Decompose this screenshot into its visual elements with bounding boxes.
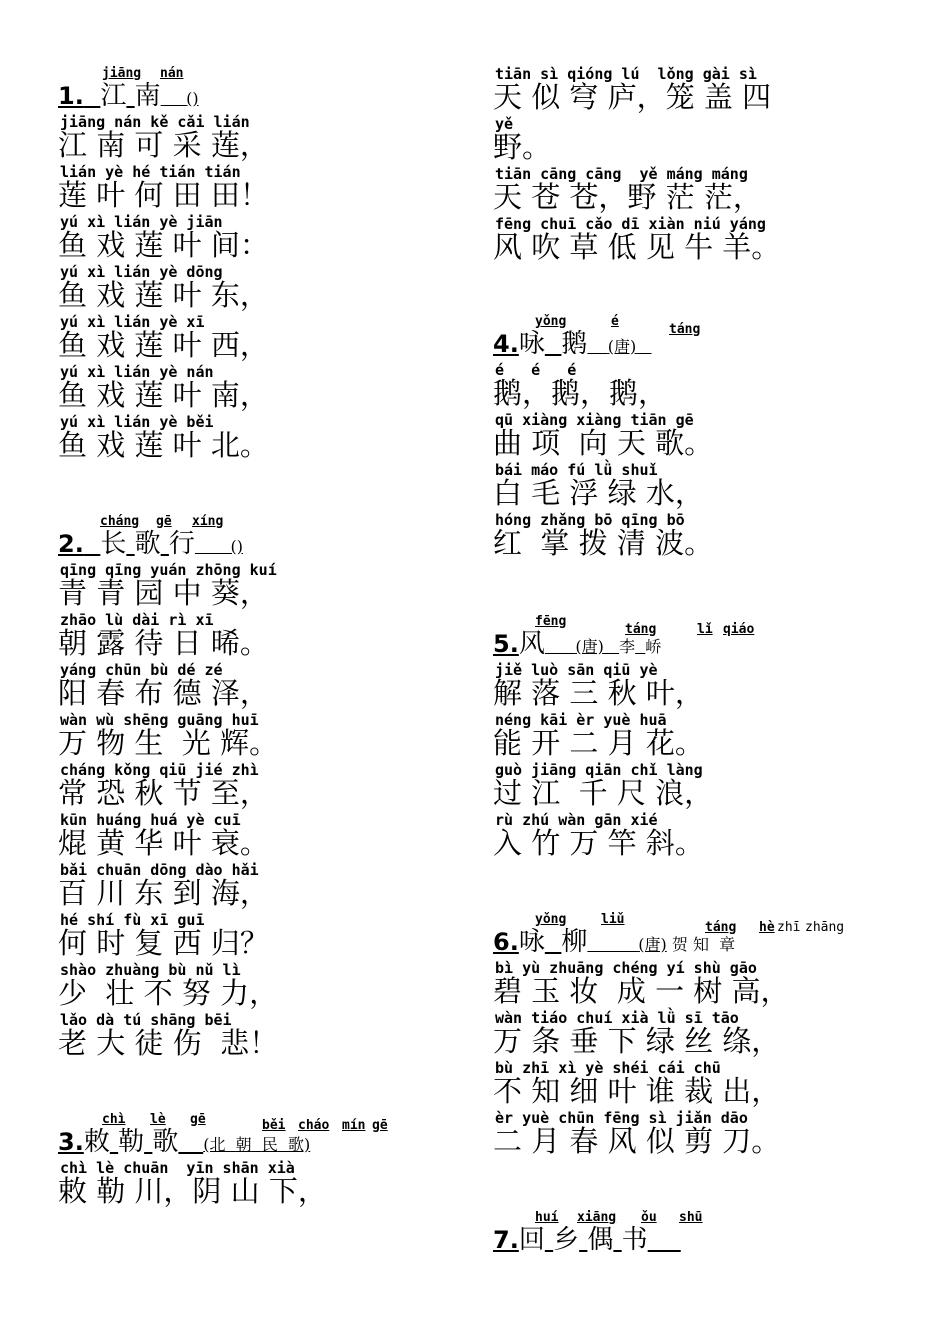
- title-dynasty: (唐): [575, 637, 604, 656]
- title-pinyin: táng: [625, 622, 657, 637]
- verse-pinyin: èr yuè chūn fēng sì jiǎn dāo: [495, 1109, 748, 1127]
- title-char: 歌: [134, 529, 161, 559]
- verse-text: 鱼 戏 莲 叶 北。: [58, 428, 269, 462]
- verse-text: 鱼 戏 莲 叶 东，: [58, 278, 269, 312]
- verse-text: 不 知 细 叶 谁 裁 出，: [493, 1074, 781, 1108]
- verse-text: 天 苍 苍，野 茫 茫，: [493, 180, 762, 214]
- verse-line: [493, 1010, 933, 1060]
- verse-pinyin: tiān cāng cāng yě máng máng: [495, 165, 748, 183]
- title-pinyin: ǒu: [641, 1210, 657, 1225]
- title-pinyin: cháo: [298, 1118, 330, 1133]
- verse-line: [493, 662, 933, 712]
- verse-text: 解 落 三 秋 叶，: [493, 676, 704, 710]
- verse-text: 风 吹 草 低 见 牛 羊。: [493, 230, 781, 264]
- title-pinyin: zhāng: [805, 920, 845, 935]
- title-dynasty: 朝: [235, 1135, 252, 1154]
- title-char: 长: [100, 529, 127, 559]
- verse-line: [493, 960, 933, 1010]
- author-char: 李: [619, 637, 636, 656]
- title-pinyin: lǐ: [697, 622, 713, 637]
- verse-pinyin: yú xì lián yè nán: [60, 363, 214, 381]
- verse-text: 能 开 二 月 花。: [493, 726, 704, 760]
- title-pinyin: yǒng: [535, 314, 567, 329]
- title-pinyin: cháng: [100, 514, 140, 529]
- verse-text: 何 时 复 西 归？: [58, 926, 269, 960]
- verse-text: 鹅，鹅，鹅，: [493, 376, 668, 410]
- title-dynasty: (): [186, 89, 199, 108]
- title-pinyin: é: [611, 314, 619, 329]
- poem-title: [58, 528, 243, 560]
- title-char: 书: [621, 1225, 648, 1255]
- title-dynasty: (唐): [638, 935, 667, 954]
- verse-text: 青 青 园 中 葵，: [58, 576, 269, 610]
- poem-title: [493, 926, 735, 958]
- verse-text: 阳 春 布 德 泽，: [58, 676, 269, 710]
- verse-pinyin: hóng zhǎng bō qīng bō: [495, 511, 685, 529]
- verse-text: 白 毛 浮 绿 水，: [493, 476, 704, 510]
- verse-pinyin: lǎo dà tú shāng bēi: [60, 1011, 232, 1029]
- verse-text: 鱼 戏 莲 叶 西，: [58, 328, 269, 362]
- poem-number: 5.: [493, 630, 519, 658]
- verse-pinyin: tiān sì qióng lú lǒng gài sì: [495, 65, 757, 83]
- title-char: 歌: [152, 1127, 179, 1157]
- verse-line: [493, 1110, 933, 1160]
- author-char: 章: [719, 935, 736, 954]
- title-pinyin: gē: [372, 1118, 388, 1133]
- verse-text: 常 恐 秋 节 至，: [58, 776, 269, 810]
- title-dynasty: (唐): [607, 337, 637, 356]
- verse-line: [58, 612, 478, 662]
- verse-pinyin: bù zhī xì yè shéi cái chū: [495, 1059, 721, 1077]
- verse-pinyin: bái máo fú lǜ shuǐ: [495, 461, 658, 479]
- title-pinyin: táng: [669, 322, 701, 337]
- poem-number: 6.: [493, 928, 519, 956]
- title-pinyin: xíng: [192, 514, 224, 529]
- verse-line: [58, 662, 478, 712]
- title-dynasty: (): [230, 537, 244, 556]
- poem-number: 3.: [58, 1128, 84, 1156]
- title-char: 勒: [118, 1127, 145, 1157]
- verse-text: 二 月 春 风 似 剪 刀。: [493, 1124, 781, 1158]
- verse-line: [58, 314, 478, 364]
- verse-line: [493, 762, 933, 812]
- verse-pinyin: lián yè hé tián tián: [60, 163, 241, 181]
- title-char: 南: [134, 81, 161, 111]
- title-dynasty: (北: [203, 1135, 226, 1154]
- title-char: 乡: [553, 1225, 580, 1255]
- verse-line: [58, 214, 478, 264]
- title-pinyin: qiáo: [723, 622, 755, 637]
- verse-text: 江 南 可 采 莲，: [58, 128, 269, 162]
- verse-text: 天 似 穹 庐，笼 盖 四: [493, 80, 772, 114]
- verse-line: [493, 462, 933, 512]
- verse-line: [58, 1160, 478, 1210]
- verse-pinyin: qū xiàng xiàng tiān gē: [495, 411, 694, 429]
- verse-text: 万 条 垂 下 绿 丝 绦，: [493, 1024, 781, 1058]
- verse-text: 莲 叶 何 田 田！: [58, 178, 269, 212]
- title-char: 咏: [518, 927, 545, 957]
- verse-text: 朝 露 待 日 晞。: [58, 626, 269, 660]
- verse-text: 过 江 千 尺 浪，: [493, 776, 714, 810]
- title-pinyin: mín: [342, 1118, 366, 1133]
- poem-title: [58, 1126, 310, 1158]
- verse-pinyin: yú xì lián yè xī: [60, 313, 205, 331]
- verse-pinyin: é é é: [495, 361, 577, 379]
- title-pinyin: shū: [679, 1210, 703, 1225]
- verse-text: 敕 勒 川，阴 山 下，: [58, 1174, 327, 1208]
- title-pinyin: hè: [759, 920, 775, 935]
- verse-text: 曲 项 向 天 歌。: [493, 426, 714, 460]
- verse-line: [58, 712, 478, 762]
- title-pinyin: jiāng: [102, 66, 142, 81]
- title-char: 行: [168, 529, 195, 559]
- title-char: 柳: [561, 927, 588, 957]
- verse-pinyin: shào zhuàng bù nǔ lì: [60, 961, 241, 979]
- verse-line: [58, 762, 478, 812]
- verse-pinyin: zhāo lù dài rì xī: [60, 611, 214, 629]
- verse-pinyin: fēng chuī cǎo dī xiàn niú yáng: [495, 215, 766, 233]
- title-char: 江: [100, 81, 127, 111]
- title-pinyin: huí: [535, 1210, 559, 1225]
- title-pinyin: zhī: [777, 920, 801, 935]
- verse-text: 鱼 戏 莲 叶 间：: [58, 228, 269, 262]
- poem-title: [58, 80, 199, 112]
- title-char: 鹅: [561, 329, 588, 359]
- title-pinyin: fēng: [535, 614, 567, 629]
- verse-text: 焜 黄 华 叶 衰。: [58, 826, 269, 860]
- title-pinyin: nán: [160, 66, 184, 81]
- verse-pinyin: yú xì lián yè jiān: [60, 213, 223, 231]
- verse-pinyin: hé shí fù xī guī: [60, 911, 205, 929]
- title-char: 回: [518, 1225, 545, 1255]
- verse-text: 老 大 徒 伤 悲！: [58, 1026, 279, 1060]
- verse-line: [58, 912, 478, 962]
- verse-pinyin: wàn tiáo chuí xià lǜ sī tāo: [495, 1009, 739, 1027]
- verse-line: [58, 1012, 478, 1062]
- verse-pinyin: qīng qīng yuán zhōng kuí: [60, 561, 277, 579]
- poem-number: 7.: [493, 1226, 519, 1254]
- title-char: 咏: [518, 329, 545, 359]
- poem-number: 2.: [58, 530, 84, 558]
- verse-line: [58, 264, 478, 314]
- verse-pinyin: cháng kǒng qiū jié zhì: [60, 761, 259, 779]
- poem-title: [493, 328, 652, 360]
- verse-line: [58, 414, 478, 464]
- title-pinyin: yǒng: [535, 912, 567, 927]
- title-pinyin: liǔ: [601, 912, 625, 927]
- title-dynasty: 民: [261, 1135, 278, 1154]
- title-pinyin: táng: [705, 920, 737, 935]
- verse-line: [493, 116, 933, 166]
- poem-number: 1.: [58, 82, 84, 110]
- verse-pinyin: yáng chūn bù dé zé: [60, 661, 223, 679]
- verse-line: [58, 862, 478, 912]
- title-char: 敕: [83, 1127, 110, 1157]
- verse-text: 野。: [493, 130, 552, 164]
- title-pinyin: lè: [150, 1112, 166, 1127]
- verse-text: 鱼 戏 莲 叶 南，: [58, 378, 269, 412]
- title-char: 偶: [587, 1225, 614, 1255]
- verse-line: [58, 164, 478, 214]
- verse-line: [58, 812, 478, 862]
- verse-pinyin: yú xì lián yè dōng: [60, 263, 223, 281]
- verse-line: [493, 362, 933, 412]
- verse-line: [493, 712, 933, 762]
- verse-pinyin: néng kāi èr yuè huā: [495, 711, 667, 729]
- verse-pinyin: bì yù zhuāng chéng yí shù gāo: [495, 959, 757, 977]
- title-pinyin: gē: [156, 514, 172, 529]
- verse-pinyin: kūn huáng huá yè cuī: [60, 811, 241, 829]
- verse-pinyin: jiāng nán kě cǎi lián: [60, 113, 250, 131]
- verse-text: 入 竹 万 竿 斜。: [493, 826, 704, 860]
- title-pinyin: běi: [262, 1118, 286, 1133]
- poem-title: [493, 1224, 681, 1256]
- verse-line: [493, 66, 933, 116]
- verse-text: 少 壮 不 努 力，: [58, 976, 279, 1010]
- title-char: 风: [518, 629, 545, 659]
- title-dynasty: 歌): [288, 1135, 311, 1154]
- verse-pinyin: yě: [495, 115, 514, 133]
- title-pinyin: xiāng: [577, 1210, 617, 1225]
- verse-line: [493, 216, 933, 266]
- author-char: 贺: [671, 935, 688, 954]
- verse-pinyin: yú xì lián yè běi: [60, 413, 214, 431]
- title-pinyin: gē: [190, 1112, 206, 1127]
- verse-text: 红 掌 拨 清 波。: [493, 526, 714, 560]
- verse-pinyin: jiě luò sān qiū yè: [495, 661, 658, 679]
- verse-text: 万 物 生 光 辉。: [58, 726, 279, 760]
- verse-line: [58, 962, 478, 1012]
- verse-line: [493, 412, 933, 462]
- verse-line: [493, 812, 933, 862]
- verse-text: 百 川 东 到 海，: [58, 876, 269, 910]
- author-char: 知: [692, 935, 709, 954]
- verse-pinyin: bǎi chuān dōng dào hǎi: [60, 861, 259, 879]
- title-pinyin: chì: [102, 1112, 126, 1127]
- author-char: 峤: [645, 637, 662, 656]
- poem-number: 4.: [493, 330, 519, 358]
- poem-title: [493, 628, 661, 660]
- verse-line: [493, 1060, 933, 1110]
- verse-line: [58, 562, 478, 612]
- verse-line: [58, 114, 478, 164]
- verse-line: [493, 512, 933, 562]
- verse-pinyin: chì lè chuān yīn shān xià: [60, 1159, 295, 1177]
- verse-pinyin: rù zhú wàn gān xié: [495, 811, 658, 829]
- verse-line: [58, 364, 478, 414]
- verse-line: [493, 166, 933, 216]
- verse-pinyin: guò jiāng qiān chǐ làng: [495, 761, 703, 779]
- verse-text: 碧 玉 妆 成 一 树 高，: [493, 974, 790, 1008]
- verse-pinyin: wàn wù shēng guāng huī: [60, 711, 259, 729]
